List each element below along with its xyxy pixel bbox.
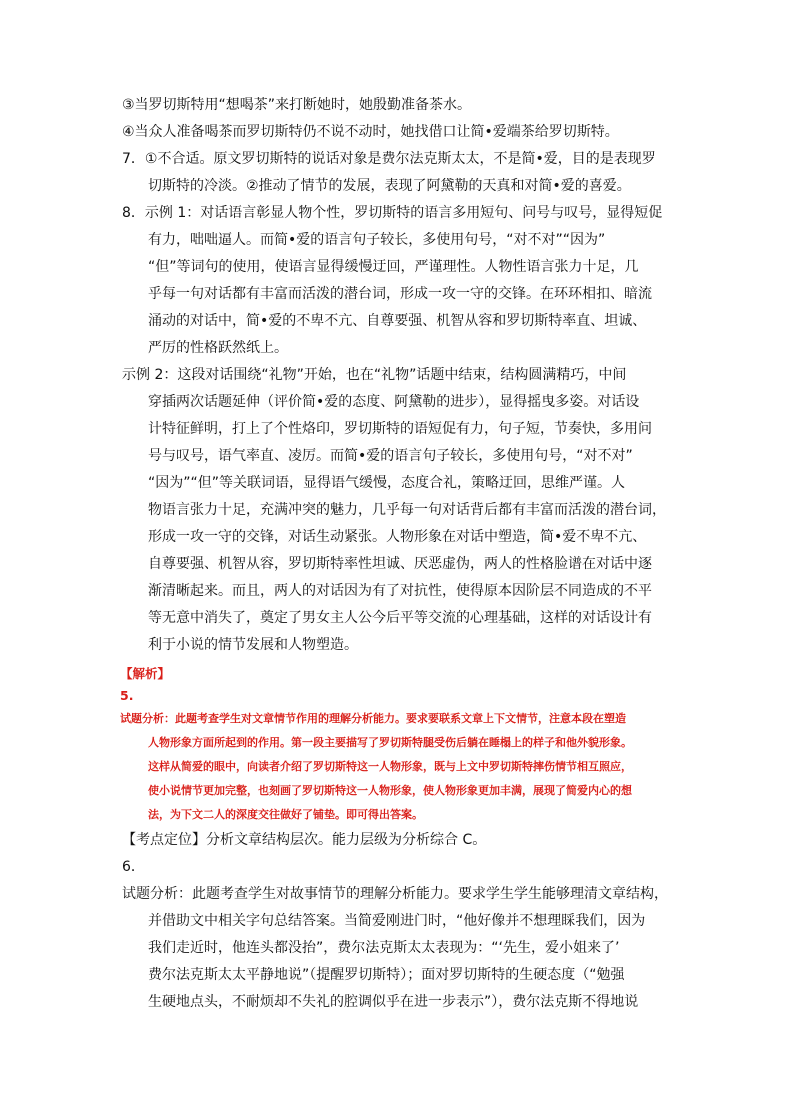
text-line: “但”等词句的使用，使语言显得缓慢迂回，严谨理性。人物性语言张力十足，几 — [148, 259, 639, 275]
text-line: 费尔法克斯太太平静地说”（提醒罗切斯特）；面对罗切斯特的生硬态度（“勉强 — [148, 967, 625, 983]
analysis-label: 【解析】 — [120, 666, 171, 681]
text-line: 计特征鲜明，打上了个性烙印，罗切斯特的语短促有力，句子短，节奏快，多用问 — [148, 421, 652, 437]
text-line: 自尊要强、机智从容，罗切斯特率性坦诚、厌恶虚伪，两人的性格脸谱在对话中逐 — [148, 556, 652, 572]
text-line: 等无意中消失了，奠定了男女主人公今后平等交流的心理基础，这样的对话设计有 — [148, 610, 652, 626]
text-line: ④当众人准备喝茶而罗切斯特仍不说不动时，她找借口让简•爱端茶给罗切斯特。 — [122, 124, 619, 140]
analysis-line: 试题分析：此题考查学生对文章情节作用的理解分析能力。要求要联系文章上下文情节，注意本段在塑造 — [120, 712, 626, 725]
text-line: 我们走近时，他连头都没抬”，费尔法克斯太太表现为：“‘先生，爱小姐来了’ — [148, 940, 620, 956]
text-line: 6． — [122, 859, 145, 875]
text-line: 【考点定位】分析文章结构层次。能力层级为分析综合 C。 — [122, 832, 487, 848]
text-line: 并借助文中相关字句总结答案。当简爱刚进门时，“他好像并不想理睬我们，因为 — [148, 913, 646, 929]
text-line: 穿插两次话题延伸（评价简•爱的态度、阿黛勒的进步），显得摇曳多姿。对话设 — [148, 394, 640, 410]
text-line: “因为”“但”等关联词语，显得语气缓慢，态度合礼，策略迂回，思维严谨。人 — [148, 475, 626, 491]
text-line: 有力，咄咄逼人。而简•爱的语言句子较长，多使用句号，“对不对”“因为” — [148, 232, 606, 248]
text-line: 号与叹号，语气率直、凌厉。而简•爱的语言句子较长，多使用句号，“对不对” — [148, 448, 633, 464]
text-line: 7．①不合适。原文罗切斯特的说话对象是费尔法克斯太太，不是简•爱，目的是表现罗 — [122, 151, 656, 167]
text-line: 利于小说的情节发展和人物塑造。 — [148, 637, 358, 653]
analysis-line: 人物形象方面所起到的作用。第一段主要描写了罗切斯特腿受伤后躺在睡榻上的样子和他外貌形象。 — [148, 736, 632, 749]
text-line: 示例 2：这段对话围绕“礼物”开始，也在“礼物”话题中结束，结构圆满精巧，中间 — [122, 367, 627, 383]
text-line: 严厉的性格跃然纸上。 — [148, 340, 288, 356]
text-line: 8．示例 1：对话语言彰显人物个性，罗切斯特的语言多用短句、问号与叹号，显得短促 — [122, 205, 663, 221]
text-line: 涌动的对话中，简•爱的不卑不亢、自尊要强、机智从容和罗切斯特率直、坦诚、 — [148, 313, 647, 329]
text-line: 形成一攻一守的交锋，对话生动紧张。人物形象在对话中塑造，简•爱不卑不亢、 — [148, 529, 647, 545]
text-line: 切斯特的冷淡。②推动了情节的发展，表现了阿黛勒的天真和对简•爱的喜爱。 — [148, 178, 631, 194]
text-line: 乎每一句对话都有丰富而活泼的潜台词，形成一攻一守的交锋。在环环相扣、暗流 — [148, 286, 652, 302]
text-line: 试题分析：此题考查学生对故事情节的理解分析能力。要求学生学生能够理清文章结构， — [122, 886, 668, 902]
text-line: 渐清晰起来。而且，两人的对话因为有了对抗性，使得原本因阶层不同造成的不平 — [148, 583, 652, 599]
analysis-line: 这样从简爱的眼中，向读者介绍了罗切斯特这一人物形象，既与上文中罗切斯特摔伤情节相互照应， — [148, 760, 632, 773]
analysis-line: 使小说情节更加完整，也刻画了罗切斯特这一人物形象，使人物形象更加丰满，展现了简爱内心的想 — [148, 784, 632, 797]
text-line: 物语言张力十足，充满冲突的魅力，几乎每一句对话背后都有丰富而活泼的潜台词， — [148, 502, 666, 518]
question-number: 5. — [120, 688, 134, 703]
analysis-line: 法，为下文二人的深度交往做好了铺垫。即可得出答案。 — [148, 808, 423, 821]
text-line: ③当罗切斯特用“想喝茶”来打断她时，她殷勤准备茶水。 — [122, 97, 472, 113]
text-line: 生硬地点头，不耐烦却不失礼的腔调似乎在进一步表示”），费尔法克斯不得地说 — [148, 994, 639, 1010]
